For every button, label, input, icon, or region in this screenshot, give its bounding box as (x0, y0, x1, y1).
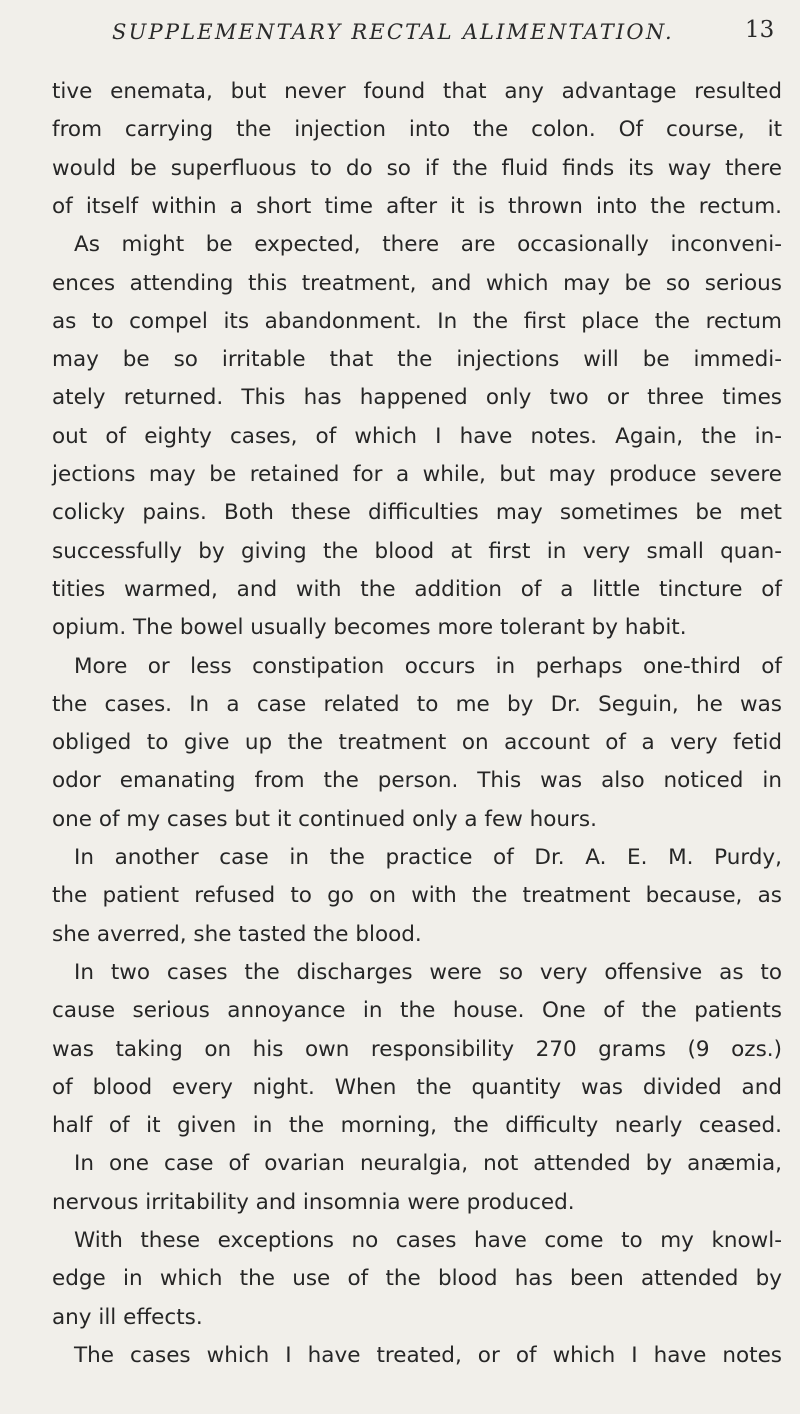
text-line: nervous irritability and insomnia were produced. (52, 1189, 575, 1215)
text-line: successfully by giving the blood at first in very small quan- (52, 538, 782, 564)
running-head: SUPPLEMENTARY RECTAL ALIMENTATION. (112, 20, 674, 44)
page-header (0, 14, 800, 54)
text-line: may be so irritable that the injections will be immedi- (52, 347, 782, 373)
text-line: from carrying the injection into the colon. Of course, it (52, 117, 782, 143)
text-line: half of it given in the morning, the difficulty nearly ceased. (52, 1113, 782, 1139)
text-line: With these exceptions no cases have come to my knowl- (74, 1228, 782, 1253)
text-line: obliged to give up the treatment on account of a very fetid (52, 730, 782, 756)
text-line: out of eighty cases, of which I have notes. Again, the in- (52, 423, 782, 449)
text-line: of blood every night. When the quantity was divided and (52, 1074, 782, 1100)
text-line: edge in which the use of the blood has been attended by (52, 1266, 782, 1292)
text-line: she averred, she tasted the blood. (52, 921, 422, 947)
text-line: jections may be retained for a while, but may produce severe (52, 462, 782, 487)
text-line: of itself within a short time after it is thrown into the rectum. (52, 193, 782, 219)
text-line: cause serious annoyance in the house. One of the patients (52, 998, 782, 1024)
text-line: was taking on his own responsibility 270 grams (9 ozs.) (52, 1036, 782, 1062)
text-line: one of my cases but it continued only a few hours. (52, 806, 597, 832)
text-line: the patient refused to go on with the treatment because, as (52, 883, 782, 909)
text-line: opium. The bowel usually becomes more tolerant by habit. (52, 615, 687, 641)
page-number: 13 (745, 17, 775, 43)
text-line: More or less constipation occurs in perhaps one-third of (74, 653, 782, 679)
text-line: tive enemata, but never found that any advantage resulted (52, 79, 782, 104)
text-line: would be superfluous to do so if the fluid finds its way there (52, 155, 782, 181)
text-line: As might be expected, there are occasionally inconveni- (74, 232, 782, 258)
text-line: ences attending this treatment, and which may be so serious (52, 270, 782, 296)
text-line: tities warmed, and with the addition of a little tincture of (52, 576, 782, 602)
text-line: ately returned. This has happened only two or three times (52, 385, 782, 411)
text-line: colicky pains. Both these difficulties may sometimes be met (52, 500, 782, 526)
text-line: The cases which I have treated, or of which I have notes (74, 1342, 782, 1368)
text-line: In another case in the practice of Dr. A. E. M. Purdy, (74, 845, 782, 870)
text-line: In one case of ovarian neuralgia, not attended by anæmia, (74, 1151, 782, 1177)
text-line: odor emanating from the person. This was also noticed in (52, 768, 782, 794)
text-line: any ill effects. (52, 1304, 203, 1330)
text-line: the cases. In a case related to me by Dr. Seguin, he was (52, 691, 782, 717)
text-line: as to compel its abandonment. In the first place the rectum (52, 308, 782, 334)
text-line: In two cases the discharges were so very offensive as to (74, 959, 782, 985)
